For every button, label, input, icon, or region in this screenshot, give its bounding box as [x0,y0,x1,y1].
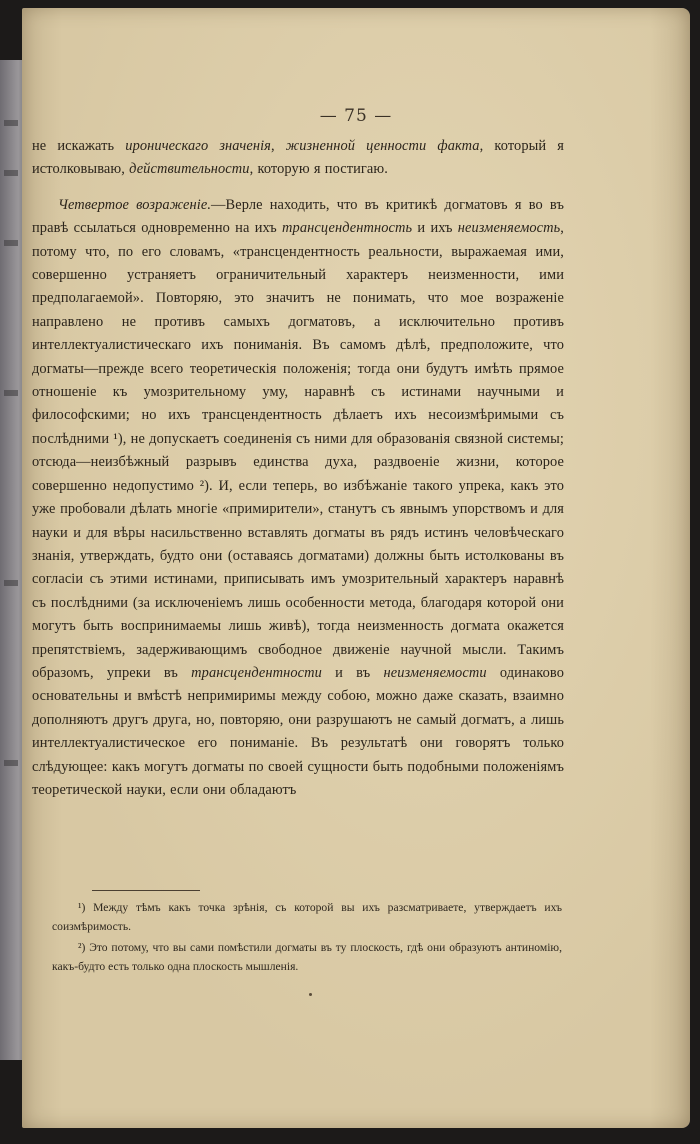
footnotes [52,899,562,979]
footnote-separator [92,890,200,891]
body-text [32,135,564,802]
paper-speck [309,993,312,996]
paragraph-fourth-objection: Четвертое возраженіе.—Верле находить, что въ критикѣ догматовъ я во въ правѣ ссылаться одновременно на ихъ трансцендентность и ихъ неизменяемость, потому что, по его словамъ, «трансцендентность реальности, выражаемая ими, совершенно устраняетъ ограничительный характеръ неизменности, ими предполагаемой». Повторяю, это значитъ не понимать, что мое возраженіе направлено не противъ самыхъ догматовъ, а исключительно противъ интеллектуалистическаго ихъ пониманія. Въ самомъ дѣлѣ, предположите, что догматы—прежде всего теоретическія положенія; тогда они будутъ имѣть прямое отношеніе къ умозрительному уму, наравнѣ съ истинами научными и философскими; но ихъ трансцендентность дѣлаетъ ихъ несоизмѣримыми съ послѣдними ¹), не допускаетъ соединенія съ ними для образованія связной системы; отсюда—неизбѣжный разрывъ единства духа, раздвоеніе жизни, которое совершенно недопустимо ²). И, если теперь, во избѣжаніе такого упрека, какъ это уже пробовали дѣлать многіе «примирители», станутъ съ явнымъ упорствомъ и для науки и для вѣры насильственно вставлять догматы въ рядъ истинъ человѣческаго знанія, утверждать, будто они (оставаясь догматами) должны быть истолкованы въ согласіи съ этими истинами, приписывать имъ умозрительный характеръ наравнѣ съ послѣдними (за исключеніемъ лишь особенности метода, благодаря которой они могутъ быть воспринимаемы лишь живѣ), тогда неизменность догмата окажется препятствіемъ, задерживающимъ свободное движеніе научной мысли. Такимъ образомъ, упреки въ трансцендентности и въ неизменяемости одинаково основательны и вмѣстѣ непримиримы между собою, можно даже сказать, взаимно дополняютъ другъ друга, но, повторяю, они разрушаютъ не самый догматъ, а лишь интеллектуалистическое его пониманіе. Въ результатѣ они говорятъ только слѣдующее: какъ могутъ догматы по своей сущности быть подобными положеніямъ теоретической науки, если они обладаютъ [32,196,565,798]
paragraph-continuation: не искажать ироническаго значенія, жизненной ценности факта, который я истолковываю, действительности, которую я постигаю. [32,138,565,178]
book-page [22,8,690,1128]
footnote-1: ¹) Между тѣмъ какъ точка зрѣнія, съ которой вы ихъ разсматриваете, утверждаетъ ихъ соизмѣримость. [52,901,562,933]
footnote-2: ²) Это потому, что вы сами помѣстили догматы въ ту плоскость, гдѣ они образуютъ антиномію, какъ-будто есть только одна плоскость мышленія. [52,941,562,973]
page-number: — 75 — [319,106,393,126]
